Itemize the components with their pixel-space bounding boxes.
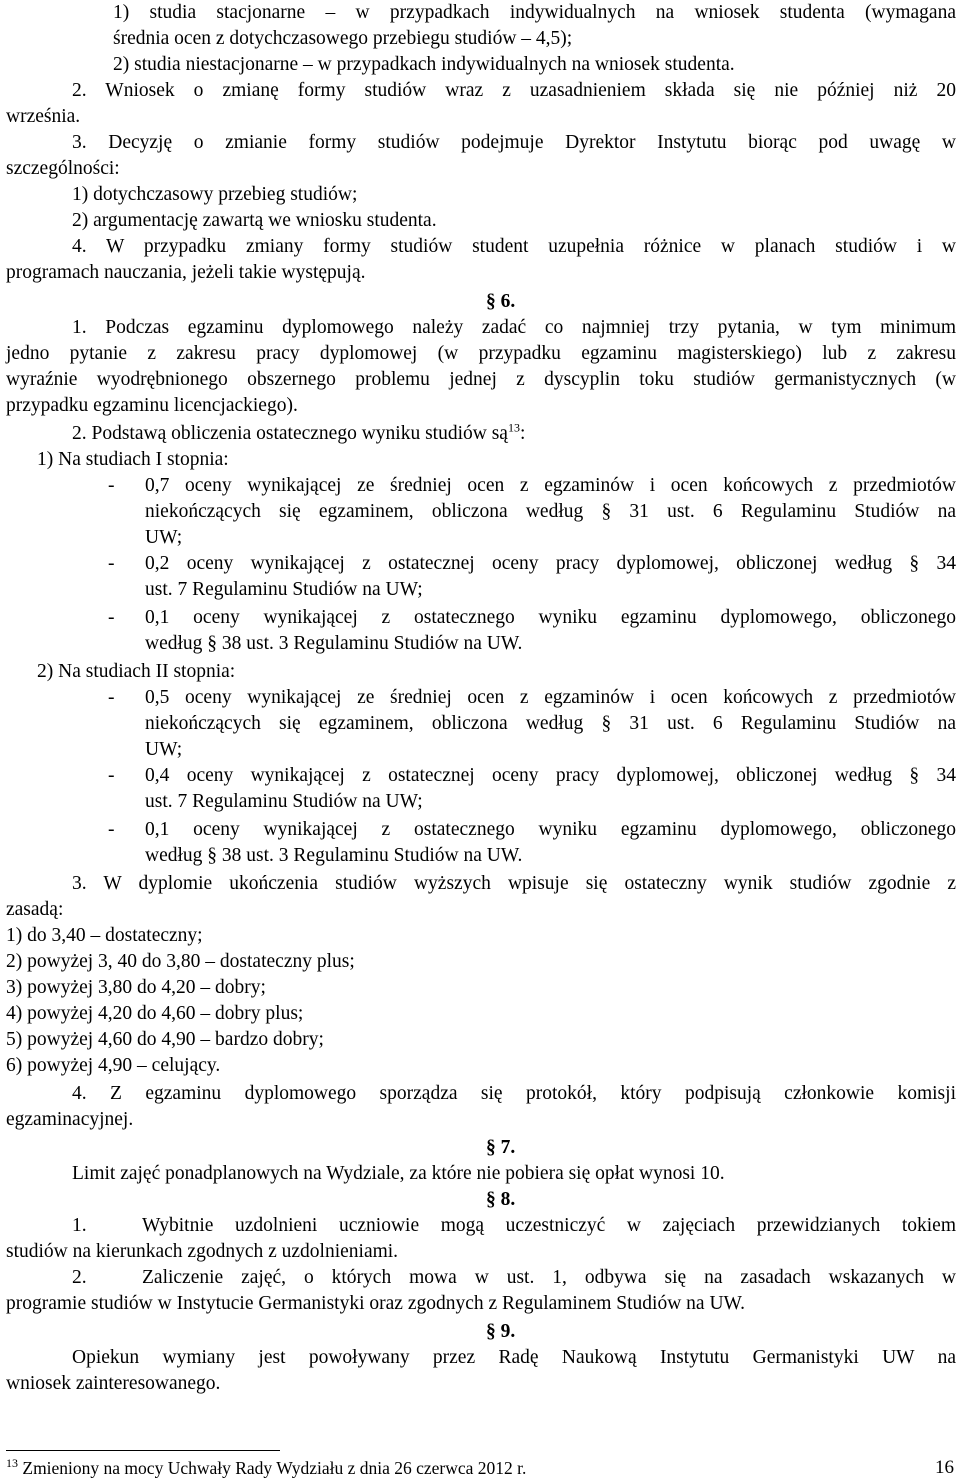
list-item: 0,2 oceny wynikającej z ostatecznej oceny pracy dyplomowej, obliczonej według § 34	[145, 553, 956, 574]
paragraph-line: zasadą:	[6, 899, 64, 920]
paragraph-line: wniosek zainteresowanego.	[6, 1373, 221, 1394]
grade-item: 2) powyżej 3, 40 do 3,80 – dostateczny plus;	[6, 951, 355, 972]
list-item: 1) studia stacjonarne – w przypadkach indywidualnych na wniosek studenta (wymagana	[113, 2, 956, 23]
list-item: ust. 7 Regulaminu Studiów na UW;	[145, 579, 423, 600]
paragraph-line: 4. W przypadku zmiany formy studiów student uzupełnia różnice w planach studiów i w	[72, 236, 956, 257]
dash-bullet: -	[108, 553, 115, 574]
paragraph-line: przypadku egzaminu licencjackiego).	[6, 395, 298, 416]
section-heading: § 7.	[486, 1137, 516, 1158]
paragraph-line: Wybitnie uzdolnieni uczniowie mogą uczestniczyć w zajęciach przewidzianych tokiem	[142, 1215, 956, 1236]
list-item: niekończących się egzaminem, obliczona według § 31 ust. 6 Regulaminu Studiów na	[145, 501, 956, 522]
footnote-mark: 13	[6, 1456, 18, 1471]
list-item: UW;	[145, 739, 183, 760]
paragraph-line: 1. Podczas egzaminu dyplomowego należy zadać co najmniej trzy pytania, w tym minimum	[72, 317, 956, 338]
paragraph-line: 2. Wniosek o zmianę formy studiów wraz z uzasadnieniem składa się nie później niż 20	[72, 80, 956, 101]
paragraph-line: 4. Z egzaminu dyplomowego sporządza się protokół, który podpisują członkowie komisji	[72, 1083, 956, 1104]
paragraph-line: szczególności:	[6, 158, 120, 179]
dash-bullet: -	[108, 687, 115, 708]
paragraph-line: wyraźnie wyodrębnionego obszernego problemu jednej z dyscyplin toku studiów germanistycznych (w	[6, 369, 956, 390]
list-item: według § 38 ust. 3 Regulaminu Studiów na UW.	[145, 845, 523, 866]
footnote	[6, 1457, 526, 1479]
dash-bullet: -	[108, 607, 115, 628]
paragraph-line: Limit zajęć ponadplanowych na Wydziale, za które nie pobiera się opłat wynosi 10.	[72, 1163, 725, 1184]
grade-item: 4) powyżej 4,20 do 4,60 – dobry plus;	[6, 1003, 304, 1024]
list-item: ust. 7 Regulaminu Studiów na UW;	[145, 791, 423, 812]
list-item: 1) dotychczasowy przebieg studiów;	[72, 184, 358, 205]
dash-bullet: -	[108, 765, 115, 786]
paragraph-line: 3. Decyzję o zmianie formy studiów podejmuje Dyrektor Instytutu biorąc pod uwagę w	[72, 132, 956, 153]
section-heading: § 8.	[486, 1189, 516, 1210]
section-heading: § 6.	[486, 291, 516, 312]
paragraph-line: 3. W dyplomie ukończenia studiów wyższych wpisuje się ostateczny wynik studiów zgodnie z	[72, 873, 956, 894]
grade-item: 3) powyżej 3,80 do 4,20 – dobry;	[6, 977, 266, 998]
list-item: według § 38 ust. 3 Regulaminu Studiów na UW.	[145, 633, 523, 654]
paragraph-number: 1.	[72, 1215, 87, 1236]
list-item: 0,1 oceny wynikającej z ostatecznego wyniku egzaminu dyplomowego, obliczonego	[145, 607, 956, 628]
paragraph-line: Zaliczenie zajęć, o których mowa w ust. 1, odbywa się na zasadach wskazanych w	[142, 1267, 956, 1288]
paragraph-line: studiów na kierunkach zgodnych z uzdolnieniami.	[6, 1241, 399, 1262]
paragraph-line	[72, 421, 525, 447]
paragraph-text: :	[519, 423, 526, 444]
paragraph-line: programie studiów w Instytucie Germanistyki oraz zgodnych z Regulaminem Studiów na UW.	[6, 1293, 746, 1314]
grade-item: 6) powyżej 4,90 – celujący.	[6, 1055, 221, 1076]
list-item: średnia ocen z dotychczasowego przebiegu studiów – 4,5);	[113, 28, 573, 49]
dash-bullet: -	[108, 819, 115, 840]
footnote-reference: 13	[507, 420, 520, 435]
list-item: 2) studia niestacjonarne – w przypadkach indywidualnych na wniosek studenta.	[113, 54, 735, 75]
list-heading: 1) Na studiach I stopnia:	[37, 449, 229, 470]
list-item: niekończących się egzaminem, obliczona według § 31 ust. 6 Regulaminu Studiów na	[145, 713, 956, 734]
page-number: 16	[935, 1457, 954, 1478]
paragraph-number: 2.	[72, 1267, 87, 1288]
list-item: 0,7 oceny wynikającej ze średniej ocen z egzaminów i ocen końcowych z przedmiotów	[145, 475, 956, 496]
dash-bullet: -	[108, 475, 115, 496]
paragraph-text: 2. Podstawą obliczenia ostatecznego wyniku studiów są	[72, 423, 508, 444]
paragraph-line: jedno pytanie z zakresu pracy dyplomowej (w przypadku egzaminu magisterskiego) lub z zakresu	[6, 343, 956, 364]
paragraph-line: egzaminacyjnej.	[6, 1109, 134, 1130]
list-item: 0,1 oceny wynikającej z ostatecznego wyniku egzaminu dyplomowego, obliczonego	[145, 819, 956, 840]
grade-item: 1) do 3,40 – dostateczny;	[6, 925, 203, 946]
list-item: 0,4 oceny wynikającej z ostatecznej oceny pracy dyplomowej, obliczonej według § 34	[145, 765, 956, 786]
paragraph-line: Opiekun wymiany jest powoływany przez Radę Naukową Instytutu Germanistyki UW na	[72, 1347, 956, 1368]
list-item: 0,5 oceny wynikającej ze średniej ocen z egzaminów i ocen końcowych z przedmiotów	[145, 687, 956, 708]
grade-item: 5) powyżej 4,60 do 4,90 – bardzo dobry;	[6, 1029, 324, 1050]
paragraph-line: września.	[6, 106, 81, 127]
list-item: UW;	[145, 527, 183, 548]
footnote-separator	[6, 1450, 280, 1451]
list-item: 2) argumentację zawartą we wniosku studenta.	[72, 210, 437, 231]
list-heading: 2) Na studiach II stopnia:	[37, 661, 236, 682]
section-heading: § 9.	[486, 1321, 516, 1342]
paragraph-line: programach nauczania, jeżeli takie występują.	[6, 262, 366, 283]
footnote-text: Zmieniony na mocy Uchwały Rady Wydziału z dnia 26 czerwca 2012 r.	[22, 1458, 527, 1478]
